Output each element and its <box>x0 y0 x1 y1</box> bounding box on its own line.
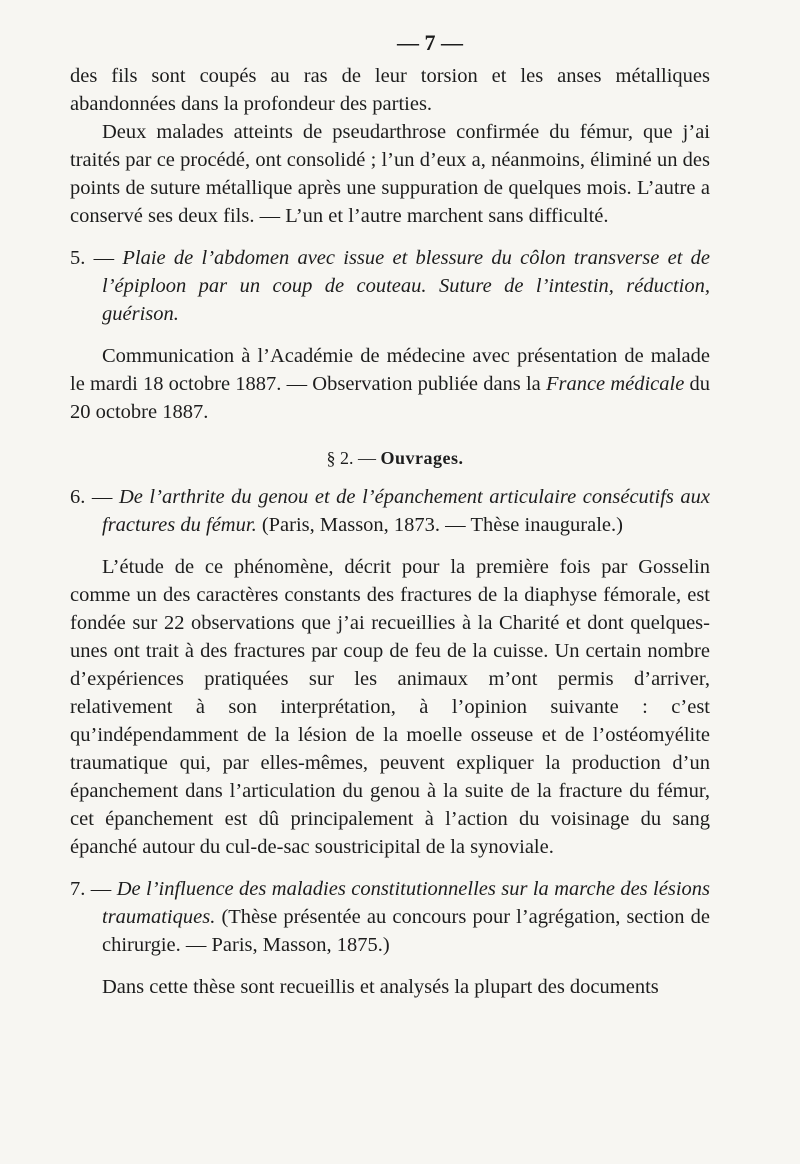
section-symbol: § 2. — <box>326 448 381 468</box>
paragraph-these: Dans cette thèse sont recueillis et analysés la plupart des documents <box>102 976 659 998</box>
section-heading <box>70 448 710 469</box>
entry-5 <box>70 244 710 328</box>
communication-text-a: Communication à l’Académie de médecine avec présentation de malade le mardi 18 octobre 1887. — Observation publiée dans la <box>70 345 710 395</box>
page-number: — 7 — <box>397 30 463 55</box>
entry-7-number: 7. — <box>70 878 117 900</box>
journal-name: France médicale <box>545 373 685 395</box>
paragraph-etude: L’étude de ce phénomène, décrit pour la première fois par Gosselin comme un des caractères constants des fractures de la diaphyse fémorale, est fondée sur 22 observations que j’ai recueillies à la Charité et dont quelques-unes ont trait à des fractures par coup de feu de la cuisse. Un certain nombre d’expériences pratiquées sur les animaux m’ont permis d’arriver, relativement à son interprétation, à l’opinion suivante : c’est qu’indépendamment de la lésion de la moelle osseuse et de l’ostéomyélite traumatique qui, par elles-mêmes, peuvent expliquer la production d’un épanchement dans l’articulation du genou à la suite de la fracture du fémur, cet épanchement est dû principalement à l’action du voisinage du sang épanché autour du cul-de-sac soustricipital de la synoviale. <box>70 556 710 858</box>
entry-6-number: 6. — <box>70 486 119 508</box>
entry-6 <box>70 483 710 539</box>
paragraph-pseudarthrose: Deux malades atteints de pseudarthrose confirmée du fémur, que j’ai traités par ce procédé, ont consolidé ; l’un d’eux a, néanmoins, éliminé un des points de suture métallique après une suppuration de quelques mois. L’autre a conservé ses deux fils. — L’un et l’autre marchent sans difficulté. <box>70 121 710 227</box>
paragraph-continuation: des fils sont coupés au ras de leur torsion et les anses métalliques abandonnées dans la profondeur des parties. <box>70 65 710 115</box>
entry-7-note: (Thèse présentée au concours pour l’agrégation, section de chirurgie. — Paris, Masson, 1875.) <box>102 906 710 956</box>
entry-5-title: Plaie de l’abdomen avec issue et blessure du côlon transverse et de l’épiploon par un coup de couteau. Suture de l’intestin, réduction, guérison. <box>102 247 710 325</box>
entry-5-number: 5. — <box>70 247 123 269</box>
entry-7-title: De l’influence des maladies constitutionnelles sur la marche des lésions traumatiques. <box>102 878 711 928</box>
section-title: Ouvrages. <box>380 448 464 468</box>
paragraph-communication <box>70 342 710 426</box>
document-page <box>70 30 710 1001</box>
entry-6-title: De l’arthrite du genou et de l’épanchement articulaire consécutifs aux fractures du fémur. <box>102 486 711 536</box>
entry-6-note: (Paris, Masson, 1873. — Thèse inaugurale.) <box>256 514 623 536</box>
entry-7 <box>70 875 710 959</box>
communication-text-b: du 20 octobre 1887. <box>70 373 710 423</box>
